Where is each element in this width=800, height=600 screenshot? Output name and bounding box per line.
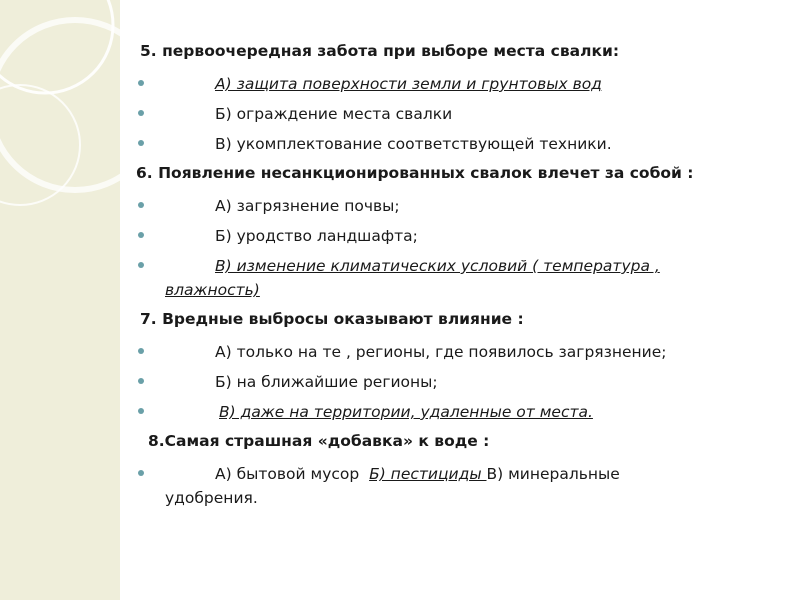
bullet-icon xyxy=(138,140,144,146)
question-5-title: 5. первоочередная забота при выборе места свалки: xyxy=(140,42,620,60)
question-7-title: 7. Вредные выбросы оказывают влияние : xyxy=(140,310,524,328)
bullet-icon xyxy=(138,80,144,86)
question-5-option-a: А) защита поверхности земли и грунтовых вод xyxy=(130,72,790,96)
question-5-option-c: В) укомплектование соответствующей техники. xyxy=(130,132,790,156)
question-6-title: 6. Появление несанкционированных свалок влечет за собой : xyxy=(136,164,694,182)
bullet-icon xyxy=(138,232,144,238)
question-6-option-b: Б) уродство ландшафта; xyxy=(130,224,790,248)
decorative-sidebar xyxy=(0,0,120,600)
question-8-options xyxy=(130,462,790,510)
question-8-option-b: Б) пестициды xyxy=(369,465,487,483)
bullet-icon xyxy=(138,202,144,208)
bullet-icon xyxy=(138,262,144,268)
question-8-option-c: В) минеральные xyxy=(486,465,620,483)
decorative-circles xyxy=(0,0,120,600)
question-6-option-a: А) загрязнение почвы; xyxy=(130,194,790,218)
question-8-option-a: А) бытовой мусор xyxy=(215,465,360,483)
question-5-option-b: Б) ограждение места свалки xyxy=(130,102,790,126)
bullet-icon xyxy=(138,470,144,476)
question-6-option-c: В) изменение климатических условий ( температура , влажность) xyxy=(130,254,790,302)
question-7-option-b: Б) на ближайшие регионы; xyxy=(130,370,790,394)
bullet-icon xyxy=(138,348,144,354)
bullet-icon xyxy=(138,408,144,414)
question-8-title: 8.Самая страшная «добавка» к воде : xyxy=(148,432,490,450)
bullet-icon xyxy=(138,378,144,384)
quiz-content xyxy=(130,40,790,516)
question-7-option-c: В) даже на территории, удаленные от места. xyxy=(130,400,790,424)
bullet-icon xyxy=(138,110,144,116)
question-8-option-c-cont: удобрения. xyxy=(165,489,258,507)
question-7-option-a: А) только на те , регионы, где появилось загрязнение; xyxy=(130,340,790,364)
